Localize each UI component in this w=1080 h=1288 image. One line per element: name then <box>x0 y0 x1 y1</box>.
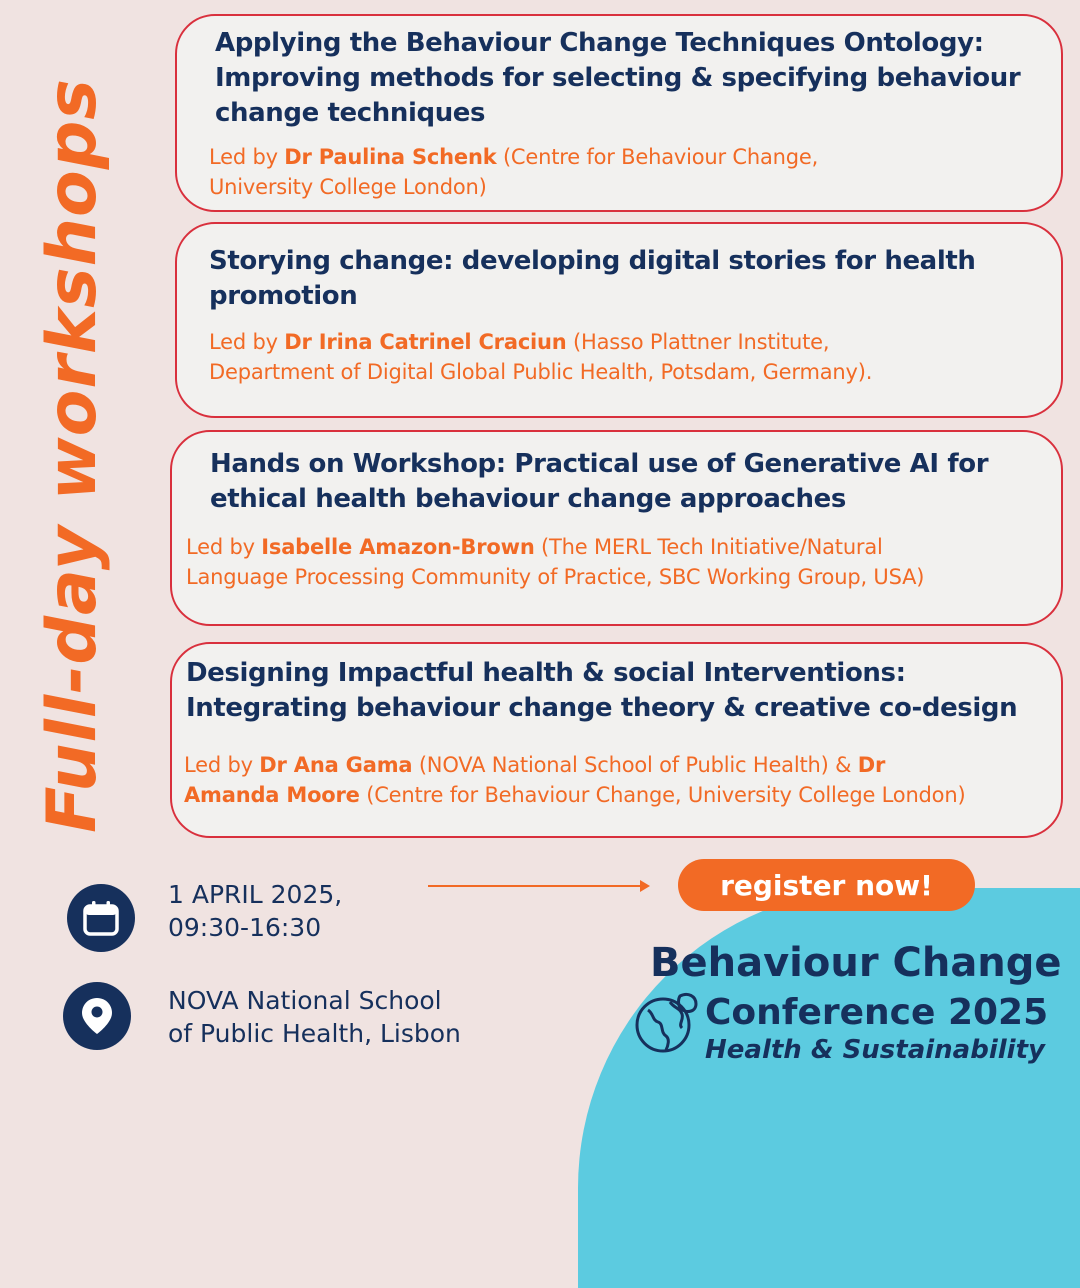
workshop-title: Applying the Behaviour Change Techniques Ontology: Improving methods for selecting & specifying behaviour change techniques <box>215 28 1021 128</box>
globe-leaf-icon <box>630 988 700 1058</box>
event-date: 1 APRIL 2025, 09:30-16:30 <box>168 880 343 942</box>
side-title <box>12 70 132 840</box>
workshop-card-1 <box>175 14 1063 212</box>
conference-title-line2: Conference 2025 <box>705 992 1049 1033</box>
conference-subtitle: Health & Sustainability <box>705 1035 1045 1065</box>
workshop-leader: Led by Dr Irina Catrinel Craciun (Hasso Plattner Institute, Department of Digital Global Public Health, Potsdam, Germany). <box>209 330 873 384</box>
arrow-right-icon <box>428 885 648 887</box>
side-title-text: Full-day workshops <box>32 77 112 833</box>
workshop-title: Designing Impactful health & social Interventions: Integrating behaviour change theory & creative co-design <box>186 658 1018 723</box>
workshop-card-2 <box>175 222 1063 418</box>
workshop-title: Hands on Workshop: Practical use of Generative AI for ethical health behaviour change approaches <box>210 449 989 514</box>
workshop-leader: Led by Isabelle Amazon-Brown (The MERL Tech Initiative/Natural Language Processing Community of Practice, SBC Working Group, USA) <box>186 535 925 589</box>
workshop-leader: Led by Dr Paulina Schenk (Centre for Behaviour Change, University College London) <box>209 145 819 199</box>
event-location: NOVA National School of Public Health, Lisbon <box>168 986 461 1048</box>
register-button[interactable]: register now! <box>678 859 975 911</box>
conference-title-line1: Behaviour Change <box>650 940 1062 986</box>
location-pin-icon <box>63 982 131 1050</box>
workshop-leader: Led by Dr Ana Gama (NOVA National School of Public Health) & Dr Amanda Moore (Centre for Behaviour Change, University College London) <box>184 753 966 807</box>
workshop-title: Storying change: developing digital stories for health promotion <box>209 246 976 311</box>
calendar-icon <box>67 884 135 952</box>
workshop-card-3 <box>170 430 1063 626</box>
workshop-card-4 <box>170 642 1063 838</box>
